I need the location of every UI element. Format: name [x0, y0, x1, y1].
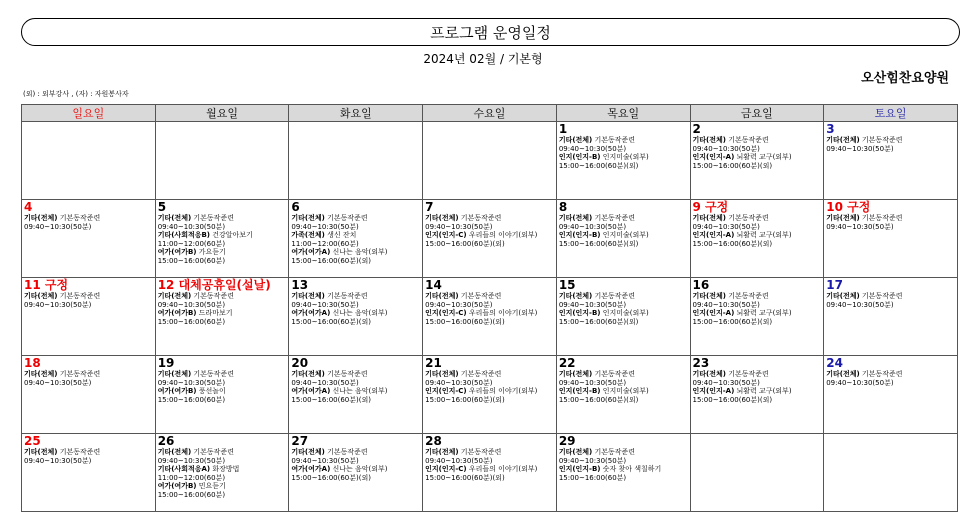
program-entry — [559, 448, 688, 465]
program-entry — [291, 465, 420, 482]
day-cell — [824, 278, 958, 356]
program-entry — [425, 465, 554, 482]
program-name: 기본동작준련 — [728, 292, 769, 300]
program-category: 여가(여가A) — [291, 387, 331, 395]
day-cell — [690, 356, 824, 434]
program-name: 우리들의 이야기(외부) — [468, 465, 538, 473]
program-category: 여가(여가B) — [157, 387, 197, 395]
program-entry — [291, 231, 420, 248]
day-number: 7 — [425, 200, 434, 214]
program-entry — [158, 309, 287, 326]
program-category: 기타(전체) — [826, 214, 860, 222]
week-row — [22, 278, 958, 356]
program-name: 화장방법 — [212, 465, 240, 473]
program-entry — [559, 214, 688, 231]
program-category: 기타(전체) — [425, 214, 459, 222]
program-name: 민요듣기 — [198, 482, 226, 490]
program-entry — [425, 309, 554, 326]
day-number: 23 — [692, 356, 710, 370]
day-cell — [690, 200, 824, 278]
program-entry — [24, 214, 153, 231]
day-cell — [824, 356, 958, 434]
program-time: 09:40~10:30(50분) — [157, 456, 226, 465]
program-name: 건강알아보기 — [212, 231, 253, 239]
program-category: 인지(인지-A) — [692, 231, 735, 239]
day-cell — [556, 122, 690, 200]
program-name: 기본동작준련 — [460, 370, 502, 378]
program-time: 15:00~16:00(60분)(외) — [425, 395, 505, 404]
day-cell — [155, 278, 289, 356]
day-cell — [690, 434, 824, 512]
program-time: 09:40~10:30(50분) — [558, 222, 627, 231]
program-entry — [693, 292, 822, 309]
day-number: 5 — [157, 200, 167, 214]
program-entry — [158, 387, 287, 404]
program-entry — [693, 309, 822, 326]
program-name: 기본동작준련 — [728, 214, 769, 222]
program-time: 09:40~10:30(50분) — [826, 144, 894, 153]
program-time: 09:40~10:30(50분) — [692, 144, 760, 153]
day-cell — [423, 356, 557, 434]
week-row — [22, 356, 958, 434]
program-time: 09:40~10:30(50분) — [24, 456, 92, 465]
program-time: 15:00~16:00(60분)(외) — [558, 395, 639, 404]
program-entry — [291, 370, 420, 387]
program-category: 기타(전체) — [826, 136, 860, 144]
program-category: 기타(전체) — [291, 370, 325, 378]
program-name: 기본동작준련 — [59, 214, 101, 222]
program-name: 기본동작준련 — [861, 370, 903, 378]
day-number: 12 대체공휴일(설날) — [157, 278, 271, 292]
calendar-body — [22, 122, 958, 512]
program-category: 가족(전체) — [291, 231, 325, 239]
program-entry — [559, 370, 688, 387]
program-category: 기타(전체) — [558, 214, 593, 222]
program-name: 기본동작준련 — [327, 292, 368, 300]
program-time: 09:40~10:30(50분) — [692, 222, 760, 231]
day-cell — [155, 434, 289, 512]
day-cell — [423, 122, 557, 200]
program-time: 09:40~10:30(50분) — [24, 378, 92, 387]
program-time: 15:00~16:00(60분)(외) — [692, 395, 773, 404]
program-name: 기본동작준련 — [728, 136, 769, 144]
day-number: 4 — [24, 200, 33, 214]
day-number: 24 — [826, 356, 843, 370]
program-name: 신나는 음악(외부) — [332, 465, 388, 473]
day-cell — [22, 356, 156, 434]
day-cell — [155, 356, 289, 434]
program-name: 생신 잔치 — [327, 231, 357, 239]
program-entry — [425, 231, 554, 248]
weekday-saturday: 토요일 — [824, 105, 958, 122]
program-entry — [291, 248, 420, 265]
program-time: 09:40~10:30(50분) — [291, 300, 359, 309]
program-entry — [559, 231, 688, 248]
day-number: 11 구정 — [24, 278, 69, 292]
program-entry — [425, 370, 554, 387]
program-entry — [291, 448, 420, 465]
day-number: 3 — [826, 122, 835, 136]
program-time: 15:00~16:00(60분)(외) — [291, 473, 371, 482]
program-entry — [826, 370, 955, 387]
program-entry — [559, 465, 688, 482]
day-number: 28 — [425, 434, 442, 448]
program-time: 09:40~10:30(50분) — [558, 300, 627, 309]
program-name: 인지미술(외부) — [602, 153, 649, 161]
program-time: 15:00~16:00(60분)(외) — [558, 161, 639, 170]
program-category: 기타(전체) — [558, 136, 593, 144]
day-number: 6 — [291, 200, 300, 214]
program-time: 11:00~12:00(60분) — [291, 239, 359, 248]
program-category: 기타(전체) — [692, 136, 726, 144]
program-category: 인지(인지-B) — [558, 387, 601, 395]
program-category: 기타(전체) — [291, 448, 325, 456]
day-number: 15 — [558, 278, 576, 292]
day-cell — [423, 200, 557, 278]
day-number: 19 — [157, 356, 175, 370]
program-time: 15:00~16:00(60분)(외) — [692, 317, 773, 326]
program-entry — [693, 370, 822, 387]
program-time: 09:40~10:30(50분) — [24, 222, 92, 231]
program-name: 기본동작준련 — [327, 448, 368, 456]
day-number: 8 — [558, 200, 568, 214]
program-name: 기본동작준련 — [193, 292, 234, 300]
weekday-header-row — [22, 105, 958, 122]
program-entry — [693, 153, 822, 170]
program-category: 여가(여가A) — [291, 309, 331, 317]
program-time: 15:00~16:00(60분)(외) — [558, 239, 639, 248]
program-entry — [826, 292, 955, 309]
weekday-sunday: 일요일 — [22, 105, 156, 122]
program-category: 인지(인지-C) — [425, 309, 467, 317]
program-entry — [291, 214, 420, 231]
day-number: 16 — [692, 278, 710, 292]
day-number: 29 — [558, 434, 576, 448]
day-cell — [289, 356, 423, 434]
program-name: 기본동작준련 — [861, 136, 903, 144]
day-number: 20 — [291, 356, 309, 370]
program-category: 인지(인지-A) — [692, 387, 735, 395]
program-time: 09:40~10:30(50분) — [826, 222, 894, 231]
program-name: 기본동작준련 — [460, 214, 502, 222]
program-time: 15:00~16:00(60분)(외) — [425, 239, 505, 248]
day-cell — [22, 200, 156, 278]
program-category: 기타(전체) — [826, 370, 860, 378]
program-time: 09:40~10:30(50분) — [425, 300, 493, 309]
program-entry — [559, 309, 688, 326]
program-name: 기본동작준련 — [193, 448, 234, 456]
program-time: 09:40~10:30(50분) — [826, 300, 894, 309]
day-cell — [289, 122, 423, 200]
program-category: 여가(여가A) — [291, 465, 331, 473]
day-number: 10 구정 — [826, 200, 871, 214]
program-time: 09:40~10:30(50분) — [157, 222, 226, 231]
program-time: 15:00~16:00(60분) — [157, 490, 226, 499]
program-name: 기본동작준련 — [193, 214, 234, 222]
program-name: 뇌활력 교구(외부) — [736, 153, 792, 161]
program-entry — [693, 214, 822, 231]
program-time: 15:00~16:00(60분) — [157, 317, 226, 326]
program-name: 기본동작준련 — [460, 292, 502, 300]
program-name: 우리들의 이야기(외부) — [468, 387, 538, 395]
program-category: 인지(인지-B) — [558, 465, 601, 473]
day-number: 14 — [425, 278, 442, 292]
day-number: 22 — [558, 356, 576, 370]
program-name: 기본동작준련 — [59, 292, 101, 300]
program-name: 기본동작준련 — [193, 370, 234, 378]
program-time: 09:40~10:30(50분) — [692, 378, 760, 387]
program-entry — [158, 231, 287, 248]
day-cell — [690, 278, 824, 356]
day-number: 13 — [291, 278, 309, 292]
weekday-tuesday: 화요일 — [289, 105, 423, 122]
program-entry — [425, 387, 554, 404]
program-time: 09:40~10:30(50분) — [558, 378, 627, 387]
program-name: 기본동작준련 — [59, 448, 101, 456]
program-time: 15:00~16:00(60분)(외) — [692, 161, 773, 170]
program-name: 뇌활력 교구(외부) — [736, 231, 792, 239]
program-time: 15:00~16:00(60분)(외) — [425, 317, 505, 326]
program-name: 우리들의 이야기(외부) — [468, 309, 538, 317]
program-time: 09:40~10:30(50분) — [692, 300, 760, 309]
program-time: 11:00~12:00(60분) — [157, 473, 226, 482]
program-category: 기타(전체) — [157, 448, 192, 456]
day-cell — [556, 356, 690, 434]
program-time: 09:40~10:30(50분) — [425, 222, 493, 231]
program-category: 기타(전체) — [558, 448, 593, 456]
week-row — [22, 434, 958, 512]
day-cell — [423, 434, 557, 512]
program-time: 15:00~16:00(60분) — [157, 256, 226, 265]
day-number: 26 — [157, 434, 175, 448]
program-category: 기타(전체) — [692, 292, 726, 300]
program-entry — [158, 214, 287, 231]
program-time: 15:00~16:00(60분)(외) — [558, 317, 639, 326]
program-category: 인지(인지-B) — [558, 153, 601, 161]
program-category: 기타(전체) — [425, 370, 459, 378]
program-time: 09:40~10:30(50분) — [558, 144, 627, 153]
program-category: 여가(여가B) — [157, 482, 197, 490]
day-number: 18 — [24, 356, 41, 370]
weekday-wednesday: 수요일 — [423, 105, 557, 122]
day-number: 21 — [425, 356, 442, 370]
program-time: 15:00~16:00(60분) — [558, 473, 627, 482]
program-name: 기본동작준련 — [594, 136, 636, 144]
program-category: 인지(인지-A) — [692, 309, 735, 317]
program-entry — [24, 448, 153, 465]
program-category: 인지(인지-C) — [425, 231, 467, 239]
program-time: 11:00~12:00(60분) — [157, 239, 226, 248]
program-name: 숫자 찾아 색칠하기 — [602, 465, 662, 473]
program-category: 기타(전체) — [692, 370, 726, 378]
program-entry — [158, 292, 287, 309]
organization-name: 오산힘찬요양원 — [861, 71, 949, 86]
program-time: 09:40~10:30(50분) — [24, 300, 92, 309]
program-name: 기본동작준련 — [861, 214, 903, 222]
program-entry — [425, 214, 554, 231]
program-entry — [693, 231, 822, 248]
day-cell — [289, 434, 423, 512]
program-name: 기본동작준련 — [327, 370, 368, 378]
day-cell — [556, 278, 690, 356]
program-category: 기타(전체) — [826, 292, 860, 300]
program-name: 인지미술(외부) — [602, 309, 649, 317]
program-entry — [559, 153, 688, 170]
program-time: 09:40~10:30(50분) — [157, 378, 226, 387]
program-time: 15:00~16:00(60분)(외) — [291, 317, 371, 326]
day-cell — [824, 122, 958, 200]
program-time: 15:00~16:00(60분)(외) — [291, 395, 371, 404]
program-name: 드라마보기 — [198, 309, 233, 317]
program-category: 기타(전체) — [157, 370, 192, 378]
program-name: 기본동작준련 — [594, 292, 636, 300]
program-category: 기타(전체) — [291, 214, 325, 222]
program-entry — [559, 387, 688, 404]
program-entry — [158, 465, 287, 482]
program-time: 09:40~10:30(50분) — [558, 456, 627, 465]
legend-note: (외) : 외부강사 , (자) : 자원봉사자 — [23, 90, 129, 98]
program-entry — [158, 482, 287, 499]
program-entry — [158, 448, 287, 465]
program-entry — [425, 448, 554, 465]
program-name: 우리들의 이야기(외부) — [468, 231, 538, 239]
program-name: 인지미술(외부) — [602, 387, 649, 395]
program-category: 여가(여가A) — [291, 248, 331, 256]
program-name: 기본동작준련 — [59, 370, 101, 378]
program-time: 09:40~10:30(50분) — [291, 456, 359, 465]
program-entry — [158, 370, 287, 387]
program-name: 기본동작준련 — [327, 214, 368, 222]
week-row — [22, 122, 958, 200]
program-time: 09:40~10:30(50분) — [425, 456, 493, 465]
program-name: 기본동작준련 — [728, 370, 769, 378]
program-time: 09:40~10:30(50분) — [425, 378, 493, 387]
day-number: 1 — [558, 122, 568, 136]
program-category: 기타(전체) — [291, 292, 325, 300]
day-cell — [423, 278, 557, 356]
program-name: 뇌활력 교구(외부) — [736, 387, 792, 395]
program-category: 기타(전체) — [425, 448, 459, 456]
page-title: 프로그램 운영일정 — [21, 18, 960, 46]
day-number: 9 구정 — [692, 200, 729, 214]
program-name: 기본동작준련 — [594, 370, 636, 378]
program-category: 인지(인지-A) — [692, 153, 735, 161]
program-category: 기타(전체) — [24, 370, 58, 378]
weekday-friday: 금요일 — [690, 105, 824, 122]
program-time: 09:40~10:30(50분) — [157, 300, 226, 309]
program-entry — [559, 136, 688, 153]
program-entry — [291, 292, 420, 309]
program-category: 인지(인지-B) — [558, 309, 601, 317]
program-category: 기타(전체) — [157, 214, 192, 222]
weekday-thursday: 목요일 — [556, 105, 690, 122]
program-category: 기타(사회적응B) — [157, 231, 211, 239]
program-entry — [24, 370, 153, 387]
program-category: 기타(전체) — [425, 292, 459, 300]
day-cell — [22, 278, 156, 356]
program-name: 신나는 음악(외부) — [332, 309, 388, 317]
program-entry — [693, 136, 822, 153]
day-cell — [22, 434, 156, 512]
program-entry — [826, 214, 955, 231]
day-cell — [155, 122, 289, 200]
program-category: 기타(전체) — [558, 292, 593, 300]
day-cell — [22, 122, 156, 200]
program-name: 기본동작준련 — [594, 214, 636, 222]
day-cell — [289, 278, 423, 356]
program-name: 기본동작준련 — [460, 448, 502, 456]
program-category: 기타(전체) — [24, 448, 58, 456]
program-name: 가요듣기 — [198, 248, 226, 256]
day-number: 17 — [826, 278, 843, 292]
program-category: 기타(전체) — [24, 214, 58, 222]
day-cell — [824, 434, 958, 512]
program-time: 15:00~16:00(60분)(외) — [291, 256, 371, 265]
program-category: 인지(인지-B) — [558, 231, 601, 239]
program-name: 기본동작준련 — [594, 448, 636, 456]
program-name: 기본동작준련 — [861, 292, 903, 300]
program-time: 15:00~16:00(60분)(외) — [692, 239, 773, 248]
program-time: 09:40~10:30(50분) — [826, 378, 894, 387]
weekday-monday: 월요일 — [155, 105, 289, 122]
program-name: 신나는 음악(외부) — [332, 387, 388, 395]
day-cell — [556, 200, 690, 278]
program-entry — [291, 387, 420, 404]
program-name: 신나는 음악(외부) — [332, 248, 388, 256]
program-entry — [826, 136, 955, 153]
program-name: 풍선놀이 — [198, 387, 226, 395]
day-number: 27 — [291, 434, 309, 448]
program-entry — [158, 248, 287, 265]
page-subtitle: 2024년 02월 / 기본형 — [423, 52, 543, 66]
calendar-table — [21, 104, 958, 512]
day-cell — [690, 122, 824, 200]
week-row — [22, 200, 958, 278]
program-time: 15:00~16:00(60분) — [157, 395, 226, 404]
program-name: 뇌활력 교구(외부) — [736, 309, 792, 317]
program-time: 09:40~10:30(50분) — [291, 378, 359, 387]
day-cell — [556, 434, 690, 512]
program-category: 기타(전체) — [558, 370, 593, 378]
program-entry — [693, 387, 822, 404]
day-number: 25 — [24, 434, 41, 448]
program-entry — [425, 292, 554, 309]
program-category: 인지(인지-C) — [425, 387, 467, 395]
program-category: 기타(전체) — [24, 292, 58, 300]
program-time: 09:40~10:30(50분) — [291, 222, 359, 231]
day-number: 2 — [692, 122, 701, 136]
program-category: 인지(인지-C) — [425, 465, 467, 473]
day-cell — [824, 200, 958, 278]
day-cell — [155, 200, 289, 278]
program-category: 여가(여가B) — [157, 309, 197, 317]
program-time: 15:00~16:00(60분)(외) — [425, 473, 505, 482]
program-category: 기타(전체) — [157, 292, 192, 300]
program-name: 인지미술(외부) — [602, 231, 649, 239]
program-category: 기타(사회적응A) — [157, 465, 211, 473]
program-entry — [559, 292, 688, 309]
day-cell — [289, 200, 423, 278]
program-category: 기타(전체) — [692, 214, 726, 222]
program-entry — [291, 309, 420, 326]
program-entry — [24, 292, 153, 309]
program-category: 여가(여가B) — [157, 248, 197, 256]
